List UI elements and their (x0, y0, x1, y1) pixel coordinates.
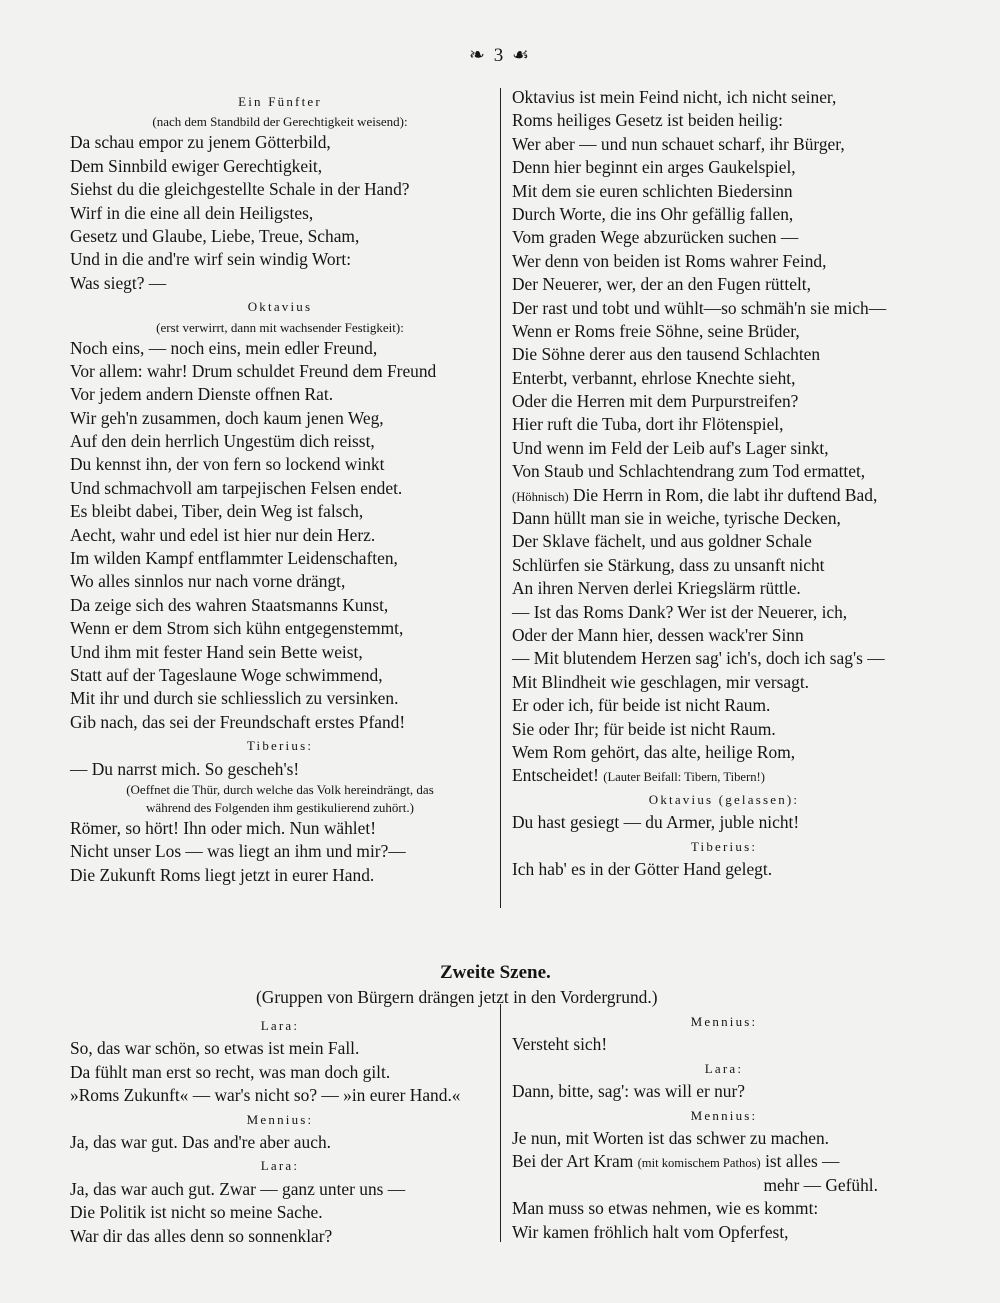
verse-line: Gib nach, das sei der Freundschaft erstes Pfand! (70, 711, 406, 732)
verse-line: Wir kamen fröhlich halt vom Opferfest, (512, 1221, 789, 1242)
verse-line: Oktavius ist mein Feind nicht, ich nicht seiner, (512, 87, 837, 107)
verse-line: Sie oder Ihr; für beide ist nicht Raum. (512, 718, 776, 739)
column-rule-bottom (500, 1004, 501, 1242)
verse-line: Römer, so hört! Ihn oder mich. Nun wählet! (70, 817, 376, 838)
verse-line: Versteht sich! (512, 1034, 608, 1055)
verse-line: Bei der Art Kram (mit komischem Pathos) ist alles — (512, 1151, 840, 1172)
verse-line: Wer denn von beiden ist Roms wahrer Feind, (512, 250, 827, 271)
verse-line: Der Neuerer, wer, der an den Fugen rüttelt, (512, 274, 811, 295)
verse-line: Wir geh'n zusammen, doch kaum jenen Weg, (70, 407, 384, 428)
verse-line: Der rast und tobt und wühlt—so schmäh'n sie mich— (512, 297, 887, 318)
speaker-name: Lara: (704, 1060, 744, 1076)
speaker-name: Ein Fünfter (238, 94, 322, 109)
verse-line: Und wenn im Feld der Leib auf's Lager sinkt, (512, 437, 829, 458)
right-column-act (512, 86, 936, 881)
stage-direction: (nach dem Standbild der Gerechtigkeit weisend): (152, 114, 408, 130)
verse-line: Vom graden Wege abzurücken suchen — (512, 227, 799, 248)
verse-line: Die Politik ist nicht so meine Sache. (70, 1202, 323, 1223)
verse-line: Es bleibt dabei, Tiber, dein Weg ist falsch, (70, 501, 364, 522)
verse-line: (Höhnisch) Die Herrn in Rom, die labt ihr duftend Bad, (512, 484, 878, 505)
verse-line: Schlürfen sie Stärkung, dass zu unsanft nicht (512, 554, 825, 575)
verse-line: Statt auf der Tageslaune Woge schwimmend, (70, 664, 383, 685)
verse-line: Wenn er Roms freie Söhne, seine Brüder, (512, 320, 800, 341)
ornament-left-icon: ❧ (469, 45, 487, 66)
verse-line: Dann hüllt man sie in weiche, tyrische Decken, (512, 508, 841, 529)
verse-line: Im wilden Kampf entflammter Leidenschaften, (70, 548, 398, 569)
verse-line: Die Söhne derer aus den tausend Schlachten (512, 344, 821, 365)
verse-line: Da zeige sich des wahren Staatsmanns Kunst, (70, 594, 389, 615)
speaker-name: Mennius: (690, 1107, 758, 1123)
verse-line: Oder der Mann hier, dessen wack'rer Sinn (512, 624, 804, 645)
verse-line: Wenn er dem Strom sich kühn entgegenstemmt, (70, 618, 404, 639)
verse-line: Und in die and're wirf sein windig Wort: (70, 249, 352, 270)
speaker-name: Oktavius (247, 299, 313, 315)
verse-line: Vor allem: wahr! Drum schuldet Freund dem Freund (70, 360, 437, 381)
verse-line: »Roms Zukunft« — war's nicht so? — »in eurer Hand.« (70, 1085, 461, 1106)
verse-line: Hier ruft die Tuba, dort ihr Flötenspiel, (512, 414, 784, 435)
verse-line: Mit dem sie euren schlichten Biedersinn (512, 180, 793, 201)
stage-direction: während des Folgenden ihm gestikulierend zuhört.) (146, 799, 414, 815)
page-number: ❧ 3 ☙ (469, 45, 531, 66)
verse-line: Noch eins, — noch eins, mein edler Freund, (70, 337, 378, 358)
verse-line: — Ist das Roms Dank? Wer ist der Neuerer, ich, (512, 601, 848, 622)
verse-line: Auf den dein herrlich Ungestüm dich reisst, (70, 431, 375, 452)
verse-line: Roms heiliges Gesetz ist beiden heilig: (512, 110, 783, 131)
verse-line: Dann, bitte, sag': was will er nur? (512, 1081, 746, 1102)
verse-line: Siehst du die gleichgestellte Schale in der Hand? (70, 179, 410, 200)
verse-line: Wirf in die eine all dein Heiligstes, (70, 202, 314, 223)
verse-line: Wer aber — und nun schauet scharf, ihr Bürger, (512, 133, 845, 154)
verse-line: An ihren Nerven derlei Kriegslärm rüttle. (512, 578, 801, 599)
speaker-name: Oktavius (gelassen): (648, 791, 800, 807)
verse-line: Was siegt? — (70, 272, 167, 293)
verse-line: Denn hier beginnt ein arges Gaukelspiel, (512, 157, 796, 178)
verse-line: Von Staub und Schlachtendrang zum Tod ermattet, (512, 461, 866, 482)
verse-line: Durch Worte, die ins Ohr gefällig fallen, (512, 203, 794, 224)
verse-line: Oder die Herren mit dem Purpurstreifen? (512, 391, 799, 412)
verse-line: Aecht, wahr und edel ist hier nur dein Herz. (70, 524, 376, 545)
scene-title: Zweite Szene. (440, 962, 551, 983)
verse-line: Wo alles sinnlos nur nach vorne drängt, (70, 571, 346, 592)
verse-line: War dir das alles denn so sonnenklar? (70, 1225, 333, 1246)
verse-line: Ja, das war gut. Das and're aber auch. (70, 1131, 331, 1152)
verse-line: Und schmachvoll am tarpejischen Felsen endet. (70, 477, 403, 498)
verse-line: Mit ihr und durch sie schliesslich zu versinken. (70, 688, 399, 709)
verse-line: Ja, das war auch gut. Zwar — ganz unter uns — (70, 1178, 406, 1199)
verse-line: Entscheidet! (Lauter Beifall: Tibern, Tibern!) (512, 765, 765, 786)
speaker-name: Tiberius: (246, 738, 314, 754)
right-column-scene (512, 1010, 936, 1244)
verse-line: Die Zukunft Roms liegt jetzt in eurer Hand. (70, 864, 375, 885)
ornament-right-icon: ☙ (511, 45, 531, 66)
column-rule-top (500, 88, 501, 908)
verse-line: mehr — Gefühl. (763, 1174, 878, 1195)
verse-line: — Du narrst mich. So gescheh's! (70, 758, 300, 779)
inline-direction: (mit komischem Pathos) (637, 1156, 761, 1171)
verse-line: Er oder ich, für beide ist nicht Raum. (512, 695, 771, 716)
verse-line: Du hast gesiegt — du Armer, juble nicht! (512, 812, 800, 833)
verse-line: Nicht unser Los — was liegt an ihm und mir?— (70, 841, 406, 862)
left-column-act (70, 90, 490, 887)
speaker-name: Mennius: (690, 1014, 758, 1029)
speaker-name: Tiberius: (690, 838, 758, 854)
verse-line: Man muss so etwas nehmen, wie es kommt: (512, 1198, 819, 1219)
left-column-scene (70, 1014, 490, 1248)
verse-line: So, das war schön, so etwas ist mein Fall. (70, 1038, 360, 1059)
speaker-name: Lara: (260, 1018, 300, 1033)
verse-line: Gesetz und Glaube, Liebe, Treue, Scham, (70, 225, 360, 246)
verse-line: Und ihm mit fester Hand sein Bette weist, (70, 641, 363, 662)
verse-line: Dem Sinnbild ewiger Gerechtigkeit, (70, 155, 323, 176)
verse-line: Mit Blindheit wie geschlagen, mir versagt. (512, 671, 810, 692)
stage-direction: (Oeffnet die Thür, durch welche das Volk hereindrängt, das (126, 781, 434, 797)
inline-direction: (Höhnisch) (512, 489, 569, 504)
speaker-name: Lara: (260, 1158, 300, 1174)
stage-direction: (erst verwirrt, dann mit wachsender Festigkeit): (156, 319, 404, 335)
verse-line: Ich hab' es in der Götter Hand gelegt. (512, 858, 773, 879)
verse-line: — Mit blutendem Herzen sag' ich's, doch ich sag's — (512, 648, 885, 669)
verse-line: Der Sklave fächelt, und aus goldner Schale (512, 531, 812, 552)
speaker-name: Mennius: (246, 1111, 314, 1127)
verse-line: Du kennst ihn, der von fern so lockend winkt (70, 454, 385, 475)
verse-line: Wem Rom gehört, das alte, heilige Rom, (512, 741, 796, 762)
verse-line: Je nun, mit Worten ist das schwer zu machen. (512, 1127, 830, 1148)
verse-line: Vor jedem andern Dienste offnen Rat. (70, 384, 334, 405)
verse-line: Da fühlt man erst so recht, was man doch gilt. (70, 1061, 391, 1082)
verse-line: Enterbt, verbannt, ehrlose Knechte sieht, (512, 367, 796, 388)
inline-direction: (Lauter Beifall: Tibern, Tibern!) (603, 770, 765, 785)
scene-direction: (Gruppen von Bürgern drängen jetzt in den Vordergrund.) (256, 987, 658, 1007)
verse-line: Da schau empor zu jenem Götterbild, (70, 132, 331, 153)
